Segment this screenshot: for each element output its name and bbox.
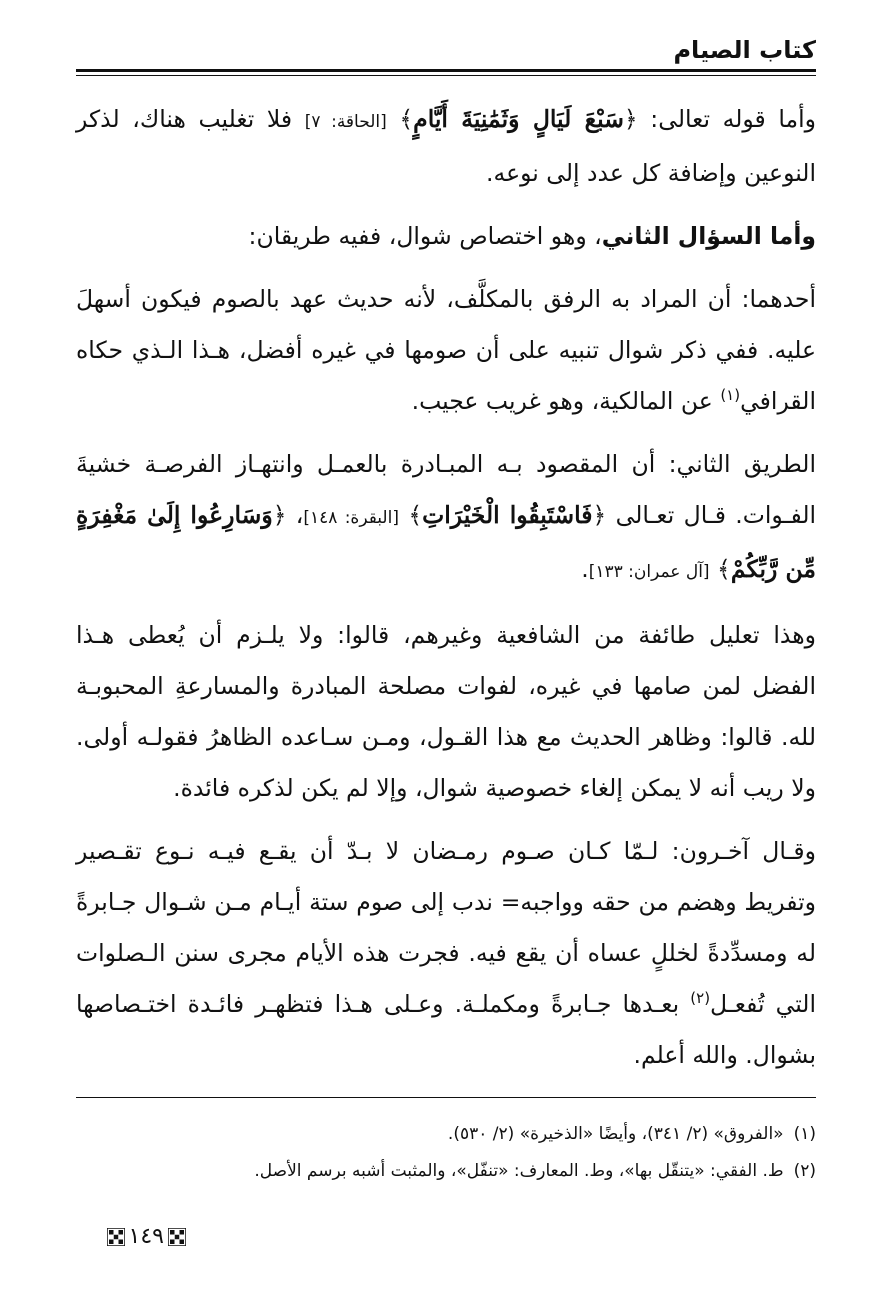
running-header-title: كتاب الصيام (673, 36, 816, 64)
paragraph-2 (76, 211, 816, 262)
footnote-ref-1[interactable]: (١) (720, 386, 741, 405)
quran-bracket-close: ﴾ (717, 555, 731, 583)
p1-rest: فلا تغليب هناك، لذكر النوعين وإضافة كل عدد إلى نوعه. (76, 105, 816, 187)
quran-verse-imran: وَسَارِعُوا إِلَىٰ مَغْفِرَةٍ مِّن رَّبِّكُمْ (76, 501, 816, 583)
p4-separator: ، (286, 501, 304, 529)
p1-intro: وأما قوله تعالى: (637, 105, 816, 133)
main-text (76, 94, 816, 1081)
footnotes (76, 1116, 816, 1190)
paragraph-3 (76, 274, 816, 427)
quran-bracket-close: ﴾ (399, 105, 414, 133)
verse-reference-haqqa: [الحاقة: ٧] (304, 112, 387, 132)
p4-end: . (581, 555, 589, 583)
footnote-text: ط. الفقي: «يتنقّل بها»، وط. المعارف: «تنفّل»، والمثبت أشبه برسم الأصل. (254, 1161, 784, 1181)
p2-heading: وأما السؤال الثاني (601, 222, 816, 250)
paragraph-1 (76, 94, 816, 199)
checkered-square-icon (107, 1228, 125, 1246)
footnote-text: «الفروق» (٢/ ٣٤١)، وأيضًا «الذخيرة» (٢/ ٥٣٠). (447, 1124, 784, 1144)
p2-rest: ، وهو اختصاص شوال، ففيه طريقان: (248, 222, 602, 250)
p3-text-1: أحدهما: أن المراد به الرفق بالمكلَّف، لأنه حديث عهد بالصوم فيكون أسهلَ عليه. ففي ذكر شوال تنبيه على أن صومها في غيره أفضل، هـذا الـذي حكاه القرافي (76, 285, 816, 415)
verse-reference-imran: [آل عمران: ١٣٣] (588, 562, 710, 582)
p6-text-1: وقـال آخـرون: لـمّا كـان صـوم رمـضان لا بـدّ أن يقـع فيـه نـوع تقـصير وتفريط وهضم من حقه وواجبه= ندب إلى صوم ستة أيـام مـن شـوال جـابرةً له ومسدِّدةً لخللٍ عساه أن يقع فيه. فجرت هذه الأيام مجرى سنن الـصلوات التي تُفعـل (76, 837, 816, 1018)
footnote-1 (76, 1116, 816, 1153)
footnote-number: (٢) (793, 1161, 816, 1181)
quran-bracket-open: ﴿ (623, 105, 638, 133)
footnote-number: (١) (793, 1124, 816, 1144)
page-number: ١٤٩ (128, 1224, 164, 1249)
header-thick-rule (76, 69, 816, 72)
footnote-ref-2[interactable]: (٢) (690, 989, 711, 1008)
quran-verse-haqqa: سَبْعَ لَيَالٍ وَثَمَٰنِيَةَ أَيَّامٍ (413, 105, 624, 133)
p3-text-2: عن المالكية، وهو غريب عجيب. (411, 387, 721, 415)
p4-text-1: الطريق الثاني: أن المقصود بـه المبـادرة بالعمـل وانتهـاز الفرصـة خشيةَ الفـوات. قـال تعـالى (76, 450, 817, 529)
page-number-block (107, 1222, 186, 1252)
quran-bracket-close: ﴾ (408, 501, 423, 529)
checkered-square-icon (168, 1228, 186, 1246)
quran-bracket-open: ﴿ (592, 501, 607, 529)
footnote-divider (76, 1097, 816, 1098)
verse-reference-baqara: [البقرة: ١٤٨] (303, 508, 399, 528)
paragraph-4 (76, 439, 816, 598)
p6-text-2: بعـدها جـابرةً ومكملـة. وعـلى هـذا فتظهـر فائـدة اختـصاصها بشوال. والله أعلم. (76, 990, 816, 1069)
header-thin-rule (76, 75, 816, 76)
paragraph-5: وهذا تعليل طائفة من الشافعية وغيرهم، قالوا: ولا يلـزم أن يُعطى هـذا الفضل لمن صامها في غيره، لفوات مصلحة المبادرة والمسارعةِ المحبوبـة لله. قالوا: وظاهر الحديث مع هذا القـول، ومـن سـاعده الظاهرُ فقولـه أولى. ولا ريب أنه لا يمكن إلغاء خصوصية شوال، وإلا لم يكن لذكره فائدة. (76, 621, 816, 802)
quran-verse-baqara: فَاسْتَبِقُوا الْخَيْرَاتِ (422, 501, 593, 529)
paragraph-6 (76, 826, 816, 1081)
footnote-2 (76, 1153, 816, 1190)
quran-bracket-open: ﴿ (272, 501, 287, 529)
